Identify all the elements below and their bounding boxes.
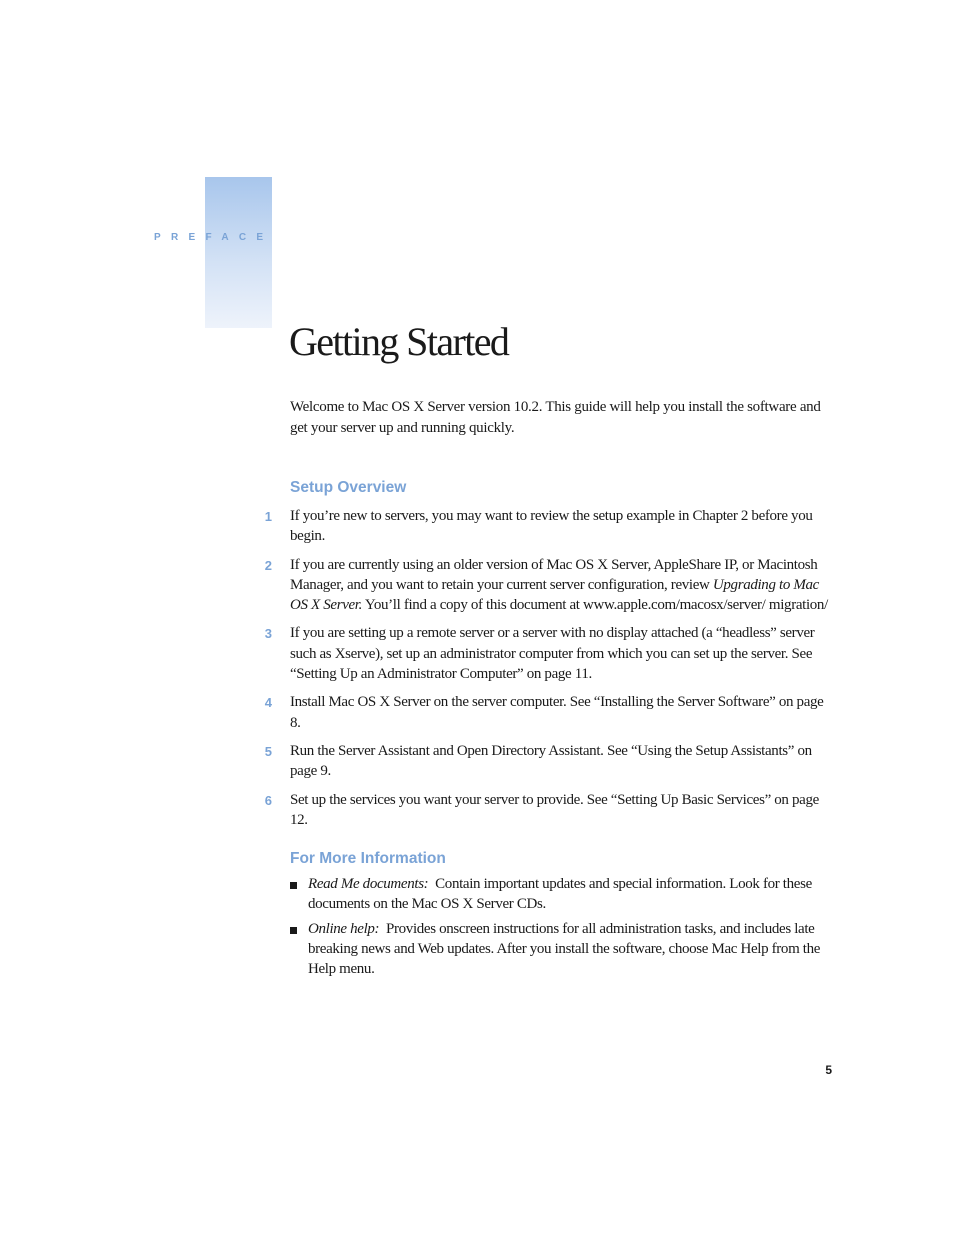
square-bullet-icon xyxy=(290,927,297,934)
step-text: If you are setting up a remote server or a server with no display attached (a “headless” server such as Xserve), set up an administrator computer from which you can set up the server. See “Setting Up an Administrator Computer” on page 11. xyxy=(290,625,815,683)
setup-step xyxy=(0,555,954,616)
page-title: Getting Started xyxy=(289,319,509,364)
step-number: 1 xyxy=(264,509,272,524)
list-item-description: Contain important updates and special information. Look for these documents on the Mac OS X Server CDs. xyxy=(308,876,812,913)
list-item xyxy=(0,919,954,980)
step-number: 4 xyxy=(264,695,272,711)
step-text xyxy=(290,555,835,616)
list-item-term: Online help: xyxy=(308,920,380,937)
chapter-label: PREFACE xyxy=(154,232,274,243)
step-number: 6 xyxy=(264,792,272,808)
setup-step xyxy=(0,623,954,684)
intro-paragraph: Welcome to Mac OS X Server version 10.2. This guide will help you install the software and get your server up and running quickly. xyxy=(290,399,821,436)
setup-step xyxy=(0,790,954,831)
list-item xyxy=(0,874,954,915)
list-item-description: Provides onscreen instructions for all administration tasks, and includes late breaking news and Web updates. After you install the software, choose Mac Help from the Help menu. xyxy=(308,920,821,978)
step-text: Run the Server Assistant and Open Directory Assistant. See “Using the Setup Assistants” on page 9. xyxy=(290,742,812,780)
setup-steps-list xyxy=(0,506,954,838)
setup-overview-heading: Setup Overview xyxy=(290,479,407,496)
chapter-tab-block xyxy=(205,177,272,328)
step-text-part: If you are currently using an older version of Mac OS X Server, AppleShare IP, or Macintosh Manager, and you want to retain your current server configuration, review xyxy=(290,556,818,593)
list-item-term: Read Me documents: xyxy=(308,876,429,892)
list-item-text xyxy=(308,874,835,915)
step-number: 3 xyxy=(264,626,272,642)
step-text: If you’re new to servers, you may want to review the setup example in Chapter 2 before you begin. xyxy=(290,508,813,545)
setup-step xyxy=(0,506,954,547)
page-number: 5 xyxy=(825,1063,832,1077)
square-bullet-icon xyxy=(290,882,297,889)
document-title-reference: Upgrading to Mac OS X Server. xyxy=(290,576,819,614)
step-number: 5 xyxy=(264,743,272,759)
setup-step xyxy=(0,741,954,782)
list-item-text xyxy=(308,919,835,980)
step-text-part: You’ll find a copy of this document at www.apple.com/macosx/server/ migration/ xyxy=(362,597,828,614)
more-information-heading: For More Information xyxy=(290,850,446,867)
step-number: 2 xyxy=(264,557,272,573)
step-text: Set up the services you want your server to provide. See “Setting Up Basic Services” on page 12. xyxy=(290,791,819,828)
setup-step xyxy=(0,692,954,733)
more-information-list xyxy=(0,874,954,983)
step-text: Install Mac OS X Server on the server computer. See “Installing the Server Software” on page 8. xyxy=(290,694,824,731)
